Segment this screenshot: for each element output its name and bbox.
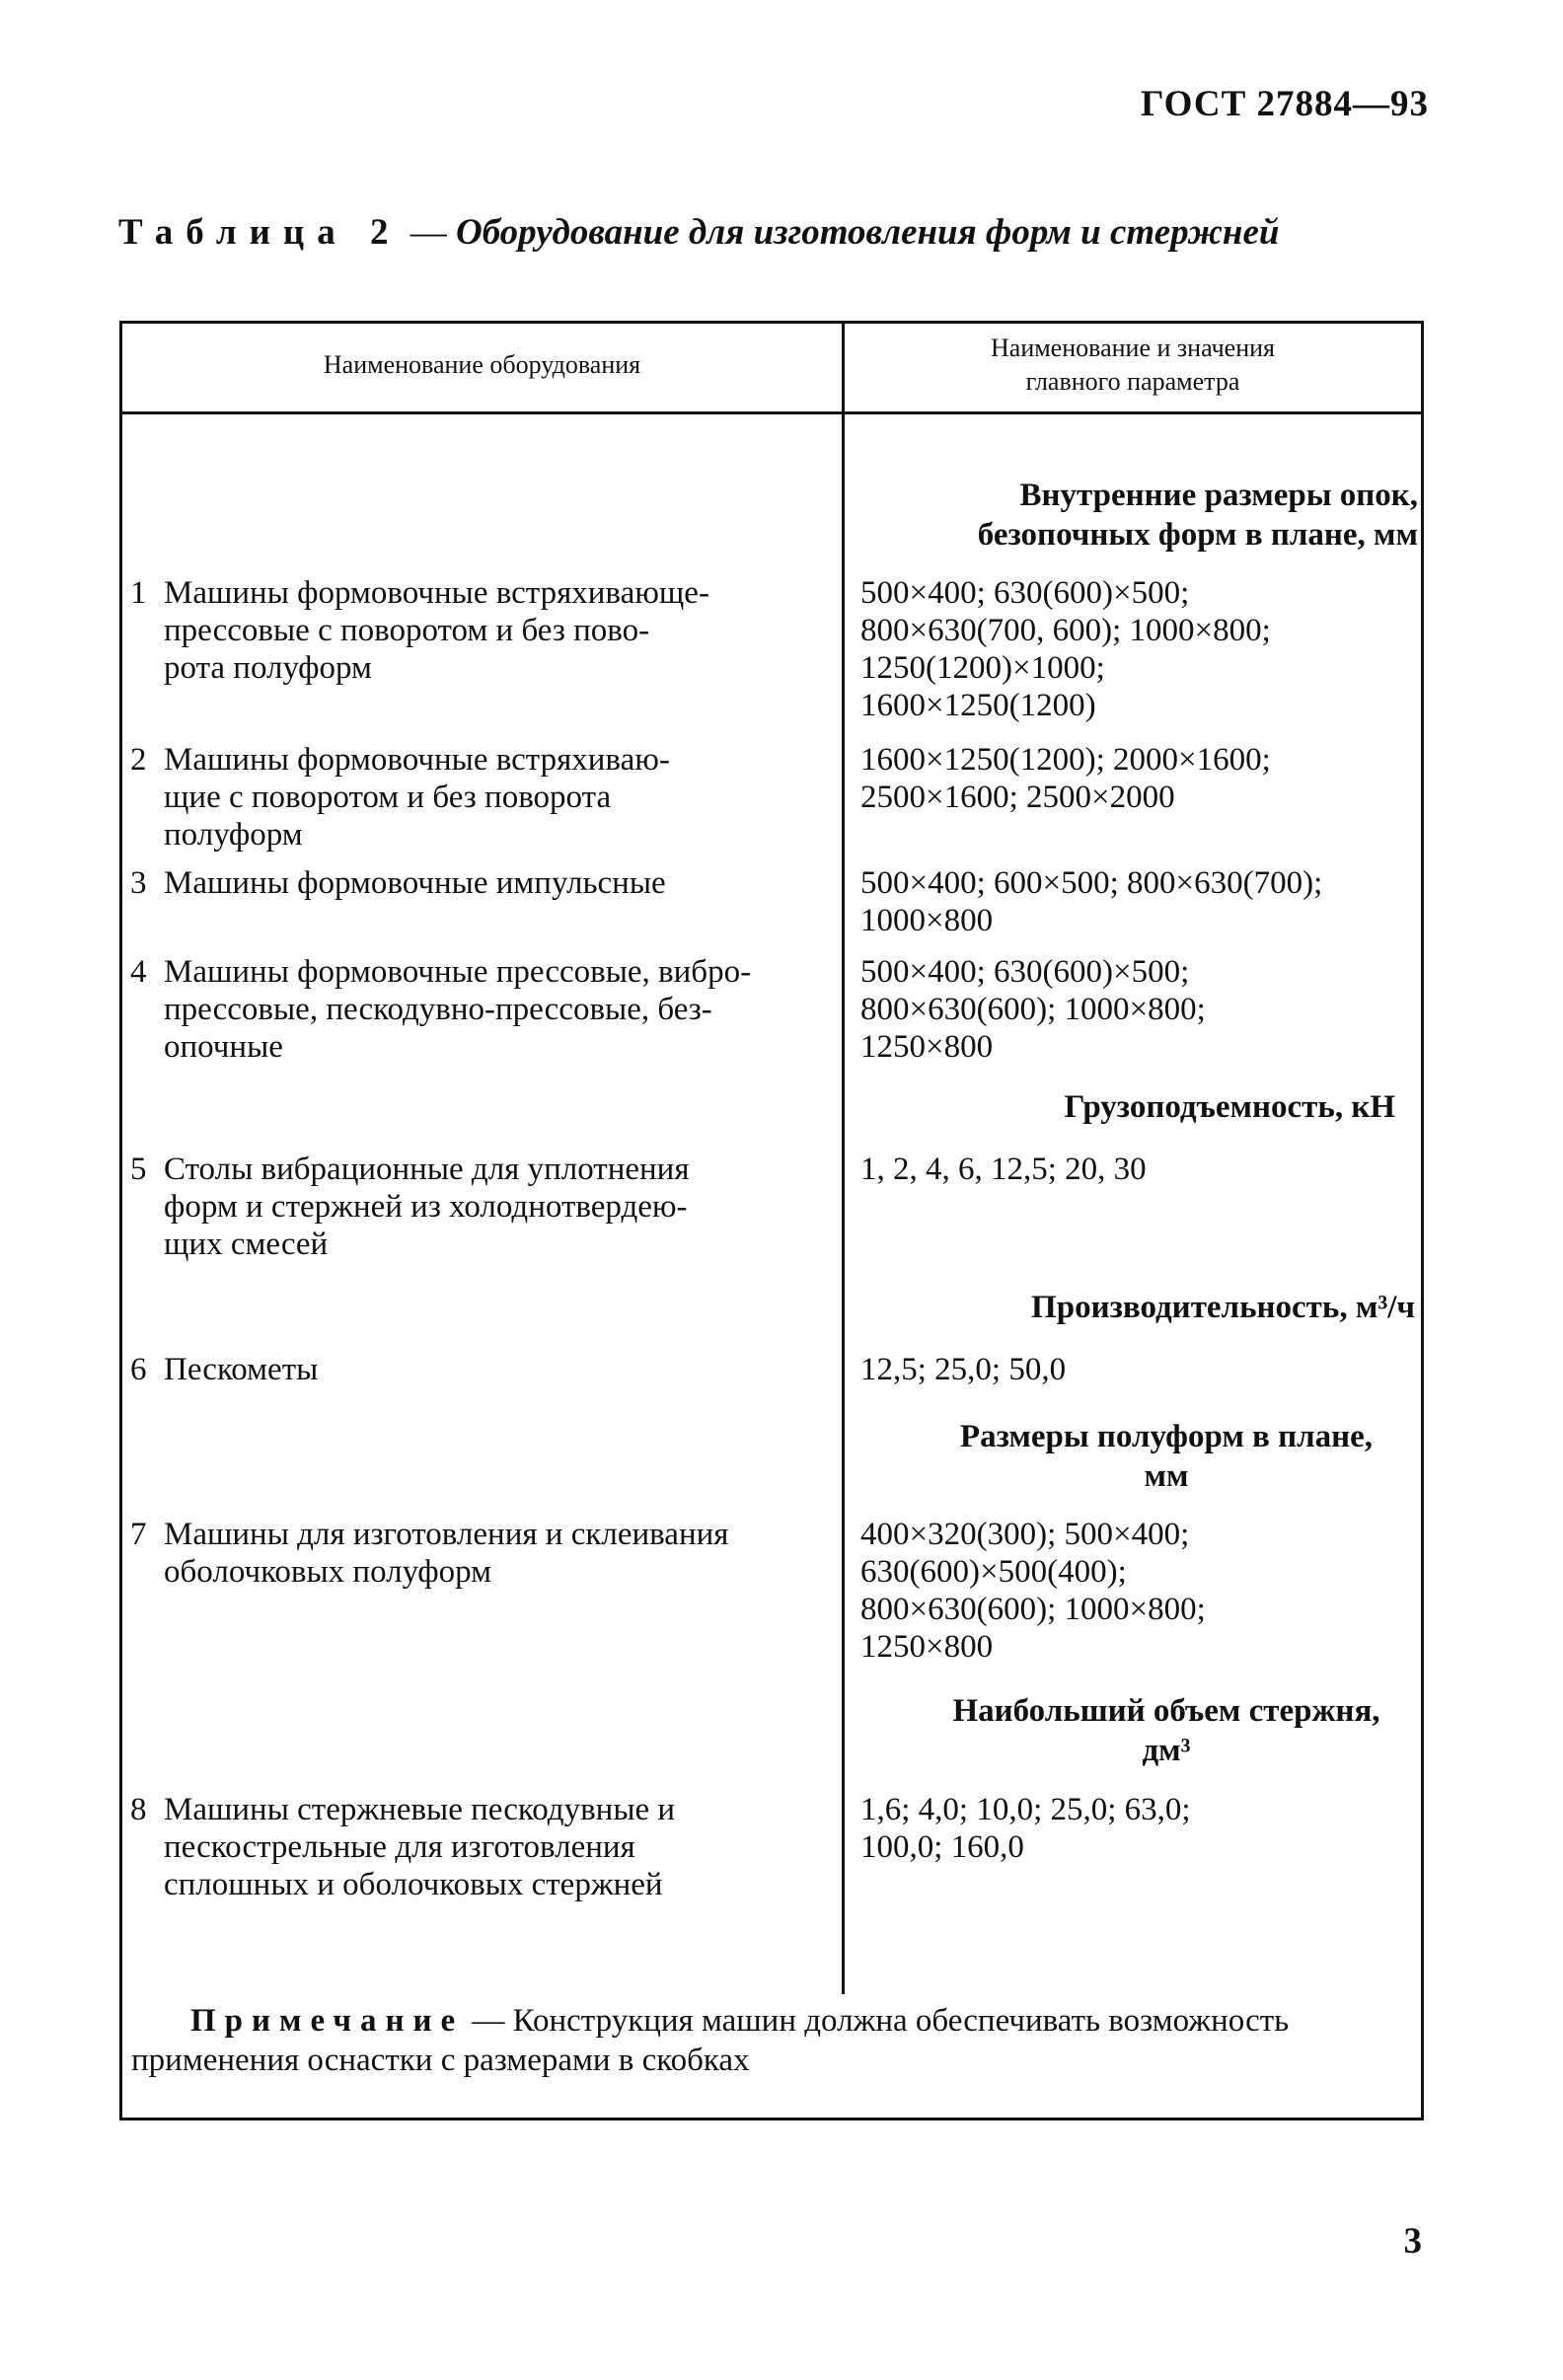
note-label: Примечание	[190, 2003, 465, 2039]
header-divider	[119, 411, 1424, 414]
param-group-heading: Производительность, м³/ч	[1031, 1290, 1415, 1325]
table-caption-label: Таблица 2	[118, 212, 402, 253]
table-row-8-values: 1,6; 4,0; 10,0; 25,0; 63,0; 100,0; 160,0	[860, 1792, 1191, 1865]
note-text-continued: применения оснастки с размерами в скобках	[131, 2043, 750, 2078]
param-group-heading: Внутренние размеры опок, безопочных форм в плане, мм	[977, 478, 1418, 553]
table-row-4-name: 4 Машины формовочные прессовые, вибро- прессовые, пескодувно-прессовые, без- опочные	[130, 954, 752, 1065]
table-row-2-name: 2 Машины формовочные встряхиваю- щие с поворотом и без поворота полуформ	[130, 742, 670, 853]
document-code: ГОСТ 27884—93	[1141, 84, 1429, 124]
page-number: 3	[1403, 2221, 1422, 2262]
table-note	[131, 2001, 1414, 2080]
table-row-2-values: 1600×1250(1200); 2000×1600; 2500×1600; 2500×2000	[860, 742, 1271, 815]
table-row-5-name: 5 Столы вибрационные для уплотнения форм и стержней из холоднотвердею- щих смесей	[130, 1152, 690, 1262]
param-group-heading: Размеры полуформ в плане, мм	[959, 1419, 1374, 1494]
table-row-1-values: 500×400; 630(600)×500; 800×630(700, 600); 1000×800; 1250(1200)×1000; 1600×1250(1200)	[860, 575, 1271, 723]
table-caption-title: Оборудование для изготовления форм и стержней	[455, 212, 1280, 253]
table-row-1-name: 1 Машины формовочные встряхивающе- прессовые с поворотом и без пово- рота полуформ	[130, 575, 709, 686]
table-row-6-values: 12,5; 25,0; 50,0	[860, 1352, 1067, 1387]
table-row-7-name: 7 Машины для изготовления и склеивания оболочковых полуформ	[130, 1517, 729, 1590]
table-caption-dash: —	[401, 212, 456, 253]
column-header-parameter: Наименование и значения главного параметра	[991, 334, 1275, 396]
table-row-3-values: 500×400; 600×500; 800×630(700); 1000×800	[860, 865, 1323, 938]
table-row-3-name: 3 Машины формовочные импульсные	[130, 865, 666, 901]
table-row-6-name: 6 Пескометы	[130, 1352, 319, 1387]
table-row-4-values: 500×400; 630(600)×500; 800×630(600); 1000×800; 1250×800	[860, 954, 1206, 1065]
column-header-equipment: Наименование оборудования	[323, 350, 641, 379]
table-row-8-name: 8 Машины стержневые пескодувные и пескострельные для изготовления сплошных и оболочковых стержней	[130, 1792, 676, 1902]
param-group-heading: Наибольший объем стержня, дм³	[952, 1693, 1380, 1768]
table-row-7-values: 400×320(300); 500×400; 630(600)×500(400); 800×630(600); 1000×800; 1250×800	[860, 1517, 1206, 1665]
table-caption	[118, 211, 1279, 254]
param-group-heading: Грузоподъемность, кН	[1064, 1089, 1395, 1125]
column-divider	[842, 321, 845, 1994]
table-row-5-values: 1, 2, 4, 6, 12,5; 20, 30	[860, 1152, 1147, 1187]
note-text: — Конструкция машин должна обеспечивать возможность	[464, 2003, 1290, 2039]
